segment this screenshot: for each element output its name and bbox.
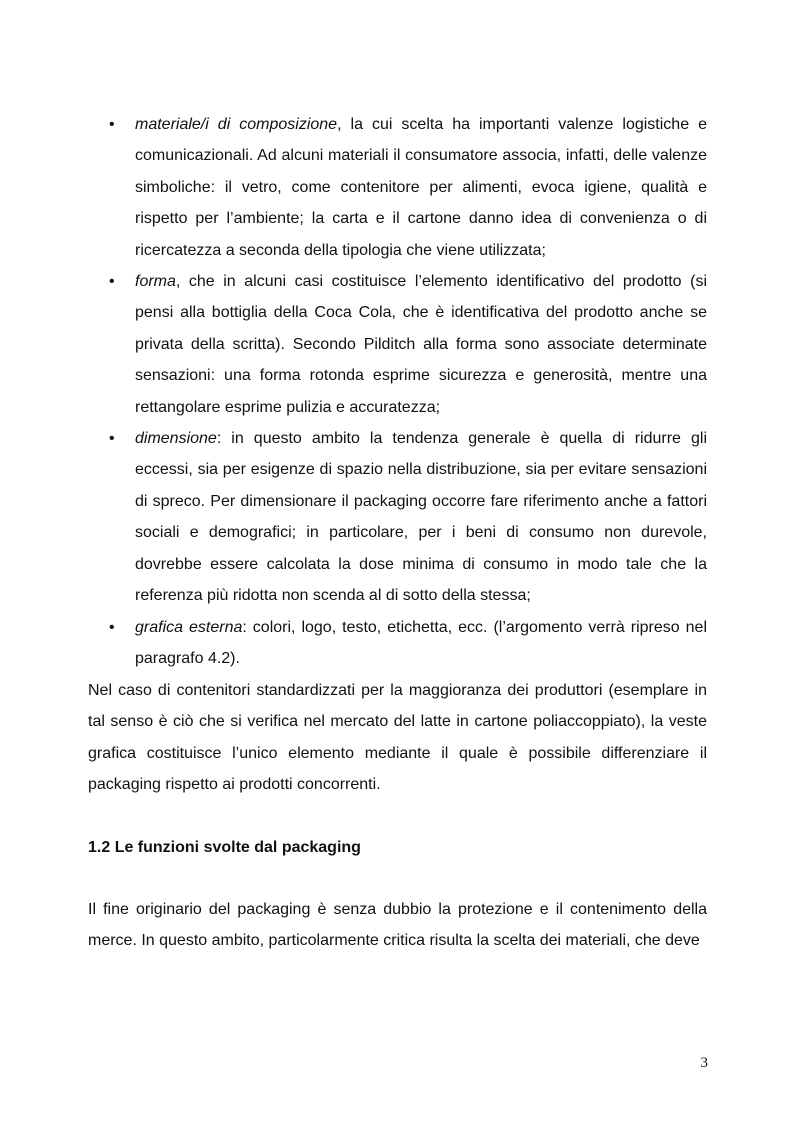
list-item bbox=[88, 266, 707, 423]
list-item-text: : colori, logo, testo, etichetta, ecc. (l’argomento verrà ripreso nel paragrafo 4.2). bbox=[135, 618, 708, 667]
list-item-text: , la cui scelta ha importanti valenze logistiche e comunicazionali. Ad alcuni materiali il consumatore associa, infatti, delle valenze simboliche: il vetro, come contenitore per alimenti, evoca igiene, qualità e rispetto per l’ambiente; la carta e il cartone danno idea di convenienza o di ricercatezza a seconda della tipologia che viene utilizzata; bbox=[135, 116, 707, 259]
list-item-text: , che in alcuni casi costituisce l’elemento identificativo del prodotto (si pensi alla bottiglia della Coca Cola, che è identificativa del prodotto anche se privata della scritta). Secondo Pilditch alla forma sono associate determinate sensazioni: una forma rotonda esprime sicurezza e generosità, mentre una rettangolare esprime pulizia e accuratezza; bbox=[135, 273, 707, 416]
list-item-term: forma bbox=[135, 273, 176, 291]
bullet-icon: • bbox=[109, 273, 115, 291]
bullet-icon: • bbox=[109, 618, 115, 636]
list-item bbox=[88, 612, 707, 675]
page-number: 3 bbox=[700, 1055, 708, 1071]
body-paragraph: Il fine originario del packaging è senza dubbio la protezione e il contenimento della merce. In questo ambito, particolarmente critica risulta la scelta dei materiali, che deve bbox=[88, 901, 707, 950]
list-item bbox=[88, 423, 707, 611]
list-item-term: materiale/i di composizione bbox=[135, 116, 338, 133]
list-item-text: : in questo ambito la tendenza generale è quella di ridurre gli eccessi, sia per esigenze di spazio nella distribuzione, sia per evitare sensazioni di spreco. Per dimensionare il packaging occorre fare riferimento anche a fattori sociali e demografici; in particolare, per i beni di consumo non durevole, dovrebbe essere calcolata la dose minima di consumo in modo tale che la referenza più ridotta non scenda al di sotto della stessa; bbox=[135, 430, 707, 605]
list-item bbox=[88, 109, 707, 266]
section-heading: 1.2 Le funzioni svolte dal packaging bbox=[88, 839, 361, 856]
bullet-icon: • bbox=[109, 430, 115, 448]
list-item-term: grafica esterna bbox=[135, 618, 243, 636]
bullet-icon: • bbox=[109, 116, 115, 133]
feature-list bbox=[88, 109, 707, 674]
body-paragraph: Nel caso di contenitori standardizzati per la maggioranza dei produttori (esemplare in tal senso è ciò che si verifica nel mercato del latte in cartone poliaccoppiato), la veste grafica costituisce l’unico elemento mediante il quale è possibile differenziare il packaging rispetto ai prodotti concorrenti. bbox=[88, 682, 707, 794]
list-item-term: dimensione bbox=[135, 430, 217, 448]
